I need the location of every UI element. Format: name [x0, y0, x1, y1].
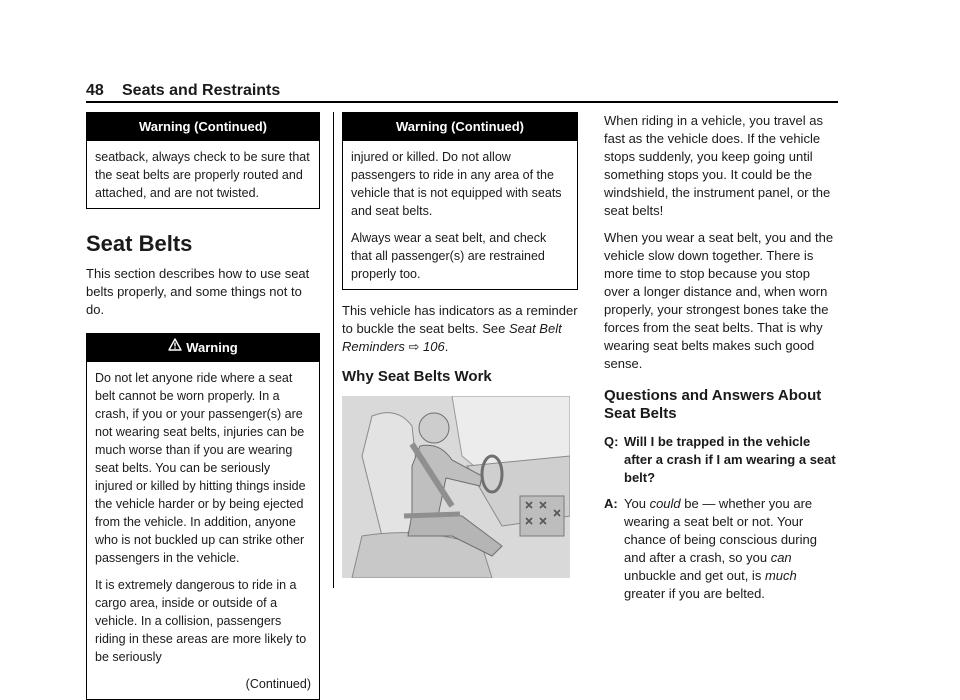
page-number: 48: [86, 82, 104, 99]
qa-heading: Questions and Answers About Seat Belts: [604, 387, 822, 422]
answer-emphasis: can: [770, 550, 792, 565]
warning-paragraph: Do not let anyone ride where a seat belt cannot be worn properly. In a crash, if you or your passenger(s) are not wearing seat belts, injuries can be much worse than if you are wearing seat belts. You can be seriously injured or killed by hitting things inside the vehicle harder or by being ejected from the vehicle. In addition, anyone who is not buckled up can strike other passengers in the vehicle.: [95, 371, 306, 565]
answer-label: A:: [604, 496, 618, 511]
warning-continued-header: Warning (Continued): [87, 113, 319, 141]
answer-text: be — whether you are wearing a seat belt or not. Your chance of being conscious during and after a crash, so you: [624, 496, 817, 565]
seat-belt-reminders-link[interactable]: Seat Belt Reminders: [342, 321, 562, 354]
why-seat-belts-heading: Why Seat Belts Work: [342, 368, 492, 385]
header-rule: [86, 101, 838, 103]
answer-text: greater if you are belted.: [624, 586, 765, 601]
continued-label: (Continued): [245, 677, 311, 691]
indicator-text-end: .: [444, 339, 449, 354]
section-heading: Seat Belts: [86, 231, 193, 256]
page-ref-arrow-icon: ⇨: [408, 339, 420, 354]
question-label: Q:: [604, 434, 619, 449]
warning-continued-header: Warning (Continued): [343, 113, 577, 141]
warning-title: Warning: [186, 340, 238, 355]
warning-header: [87, 334, 319, 362]
answer-emphasis: much: [764, 568, 797, 583]
warning-triangle-icon: [168, 333, 182, 361]
answer-text: You: [624, 496, 650, 511]
warning-continued-box: [342, 112, 578, 290]
warning-paragraph: It is extremely dangerous to ride in a cargo area, inside or outside of a vehicle. In a collision, passengers riding in these areas are more likely to be seriously: [95, 578, 307, 664]
warning-paragraph: Always wear a seat belt, and check that all passenger(s) are restrained properly too.: [351, 231, 547, 281]
body-paragraph: When riding in a vehicle, you travel as fast as the vehicle does. If the vehicle stops suddenly, you keep going until something stops you. It could be the windshield, the instrument panel, or the seat belts!: [604, 113, 831, 218]
warning-paragraph: injured or killed. Do not allow passengers to ride in any area of the vehicle that is not equipped with seats and seat belts.: [351, 150, 562, 218]
answer: [604, 495, 838, 603]
warning-continued-text: seatback, always check to be sure that the seat belts are properly routed and attached, and are not twisted.: [95, 150, 310, 200]
indicator-paragraph: [342, 302, 578, 356]
column-3: [604, 112, 838, 603]
section-intro: This section describes how to use seat belts properly, and some things not to do.: [86, 266, 310, 317]
column-2: [342, 112, 578, 578]
warning-continued-box: [86, 112, 320, 209]
page-ref-number[interactable]: 106: [423, 339, 445, 354]
question-text: Will I be trapped in the vehicle after a crash if I am wearing a seat belt?: [624, 434, 836, 485]
column-1: [86, 112, 320, 700]
warning-box: [86, 333, 320, 700]
qa-block: [604, 433, 838, 603]
section-title: Seats and Restraints: [122, 82, 281, 99]
column-divider: [333, 112, 334, 588]
answer-emphasis: could: [649, 496, 681, 511]
question: [604, 433, 838, 487]
indicator-text: This vehicle has indicators as a reminder to buckle the seat belts. See: [342, 303, 578, 336]
answer-text: unbuckle and get out, is: [624, 568, 765, 583]
body-paragraph: When you wear a seat belt, you and the vehicle slow down together. There is more time to stop because you stop over a longer distance and, when worn properly, your strongest bones take the forces from the seat belts. That is why wearing seat belts makes such good sense.: [604, 230, 834, 371]
crash-illustration: [342, 396, 570, 578]
